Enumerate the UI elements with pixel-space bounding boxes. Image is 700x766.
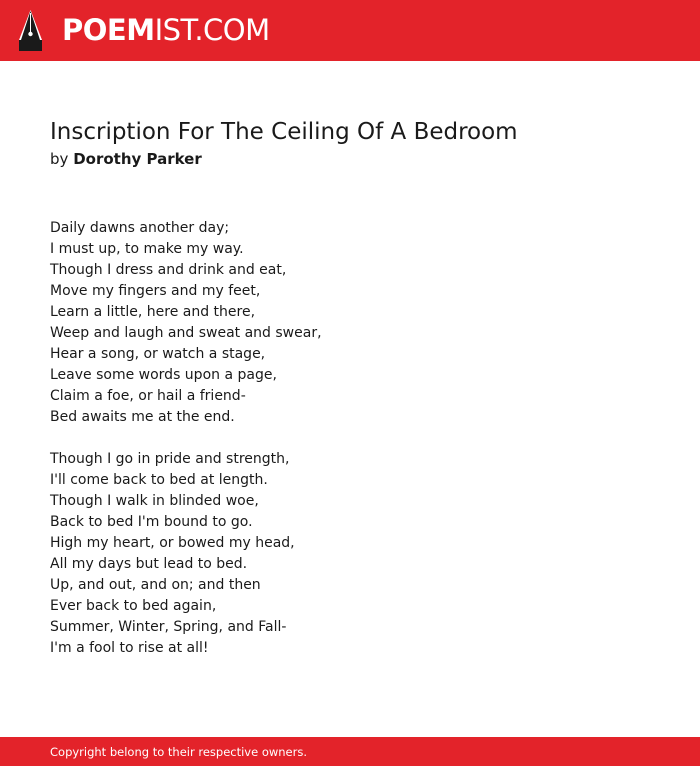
poem-line: Move my fingers and my feet,	[50, 283, 261, 299]
poem-line: Though I walk in blinded woe,	[50, 493, 259, 509]
site-footer	[0, 737, 700, 766]
poem-body	[50, 218, 322, 659]
site-header	[0, 0, 700, 61]
author-name: Dorothy Parker	[73, 150, 202, 168]
poem-line: Weep and laugh and sweat and swear,	[50, 325, 322, 341]
poem-line: Up, and out, and on; and then	[50, 577, 261, 593]
poem-line: Summer, Winter, Spring, and Fall-	[50, 619, 287, 635]
poem-line: Ever back to bed again,	[50, 598, 217, 614]
poem-line: I'm a fool to rise at all!	[50, 640, 209, 656]
stanza-gap	[50, 428, 322, 449]
poem-byline	[50, 149, 202, 169]
poem-line: I must up, to make my way.	[50, 241, 244, 257]
stanza	[50, 449, 322, 659]
copyright-text: Copyright belong to their respective owners.	[50, 745, 308, 759]
poem-line: Learn a little, here and there,	[50, 304, 256, 320]
by-label: by	[50, 150, 69, 168]
poem-line: Daily dawns another day;	[50, 220, 230, 236]
poem-line: Back to bed I'm bound to go.	[50, 514, 253, 530]
poem-line: I'll come back to bed at length.	[50, 472, 268, 488]
poem-line: Though I dress and drink and eat,	[50, 262, 287, 278]
poem-line: Though I go in pride and strength,	[50, 451, 290, 467]
poem-line: High my heart, or bowed my head,	[50, 535, 295, 551]
site-logo-link[interactable]	[62, 12, 270, 48]
poem-line: All my days but lead to bed.	[50, 556, 248, 572]
poem-line: Claim a foe, or hail a friend-	[50, 388, 246, 404]
stanza	[50, 218, 322, 428]
poem-line: Leave some words upon a page,	[50, 367, 277, 383]
poem-line: Hear a song, or watch a stage,	[50, 346, 266, 362]
logo-text-bold: POEM	[62, 13, 155, 47]
poem-title: Inscription For The Ceiling Of A Bedroom	[50, 119, 518, 145]
logo-text-light: IST.COM	[154, 13, 270, 47]
poem-line: Bed awaits me at the end.	[50, 409, 235, 425]
pen-nib-icon	[18, 10, 43, 51]
